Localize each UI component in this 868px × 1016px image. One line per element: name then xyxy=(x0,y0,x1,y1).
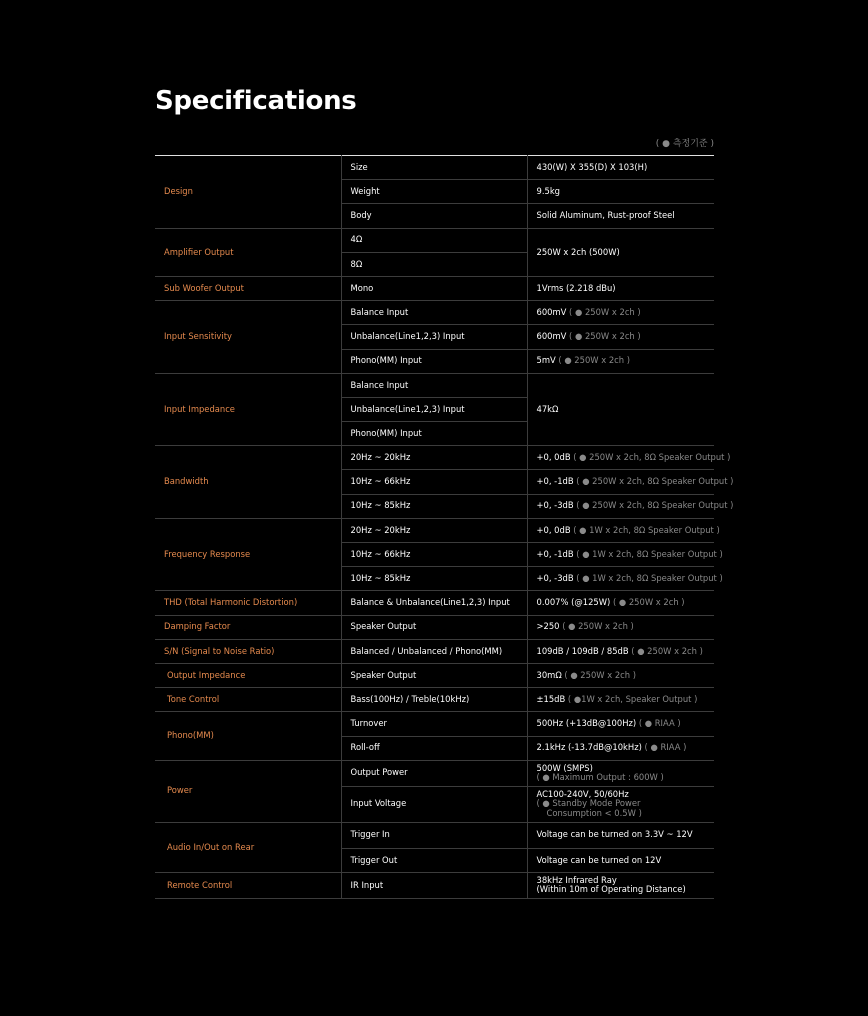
spec-label: Turnover xyxy=(341,712,527,736)
spec-value xyxy=(527,567,723,591)
spec-value: Voltage can be turned on 12V xyxy=(527,848,714,872)
category-tone-control: Tone Control xyxy=(155,688,341,712)
category-input-impedance: Input Impedance xyxy=(155,373,341,446)
spec-value xyxy=(527,494,734,518)
table-row xyxy=(155,760,714,786)
category-bandwidth: Bandwidth xyxy=(155,446,341,519)
table-row xyxy=(155,301,714,325)
value-text: AC100-240V, 50/60Hz xyxy=(536,788,629,799)
table-row xyxy=(155,615,714,639)
value-text: +0, -3dB xyxy=(536,573,574,584)
value-text: 5mV xyxy=(536,355,556,366)
table-row xyxy=(155,276,714,300)
category-design: Design xyxy=(155,156,341,229)
value-text: 2.1kHz (-13.7dB@10kHz) xyxy=(536,742,642,753)
value-text: 500Hz (+13dB@100Hz) xyxy=(536,718,637,729)
spec-label: Phono(MM) Input xyxy=(341,349,527,373)
value-note: ( ● 250W x 2ch ) xyxy=(631,645,703,656)
spec-label: Balanced / Unbalanced / Phono(MM) xyxy=(341,639,527,663)
spec-label: Trigger In xyxy=(341,822,527,848)
spec-label: Weight xyxy=(341,180,527,204)
value-text: 30mΩ xyxy=(536,669,562,680)
measurement-note: ( ● 측정기준 ) xyxy=(655,139,714,149)
category-frequency-response: Frequency Response xyxy=(155,518,341,591)
table-row xyxy=(155,446,714,470)
value-text: 500W (SMPS) xyxy=(536,762,593,773)
spec-label: Speaker Output xyxy=(341,663,527,687)
value-text: ±15dB xyxy=(536,693,566,704)
spec-value xyxy=(527,688,714,712)
value-note: ( ● RIAA ) xyxy=(638,718,681,729)
spec-value xyxy=(527,639,714,663)
value-note: ( ● 250W x 2ch ) xyxy=(612,597,685,608)
value-note: ( ● 250W x 2ch, 8Ω Speaker Output ) xyxy=(576,476,734,487)
page-title: Specifications xyxy=(155,86,357,116)
spec-value: Solid Aluminum, Rust-proof Steel xyxy=(527,204,714,228)
spec-value: 430(W) X 355(D) X 103(H) xyxy=(527,156,714,180)
value-note: ( ● 250W x 2ch ) xyxy=(569,306,641,317)
value-note: ( ● 250W x 2ch ) xyxy=(558,355,631,366)
spec-label: 20Hz ~ 20kHz xyxy=(341,518,527,542)
spec-label: Balance & Unbalance(Line1,2,3) Input xyxy=(341,591,527,615)
spec-value xyxy=(527,712,714,736)
spec-table xyxy=(155,155,734,899)
category-audio-in-out: Audio In/Out on Rear xyxy=(155,822,341,872)
spec-label: Unbalance(Line1,2,3) Input xyxy=(341,397,527,421)
spec-label: Roll-off xyxy=(341,736,527,760)
value-note: ( ● 1W x 2ch, 8Ω Speaker Output ) xyxy=(576,548,723,559)
table-row xyxy=(155,373,714,397)
table-row xyxy=(155,156,714,180)
value-text: 109dB / 109dB / 85dB xyxy=(536,645,629,656)
table-row xyxy=(155,712,714,736)
value-text: +0, 0dB xyxy=(536,452,571,463)
spec-value xyxy=(527,543,723,567)
category-remote-control: Remote Control xyxy=(155,872,341,898)
category-sub-woofer-output: Sub Woofer Output xyxy=(155,276,341,300)
spec-value xyxy=(527,736,714,760)
spec-label: Balance Input xyxy=(341,301,527,325)
spec-value xyxy=(527,591,714,615)
value-text: +0, -3dB xyxy=(536,500,574,511)
spec-label: Balance Input xyxy=(341,373,527,397)
table-row xyxy=(155,518,714,542)
value-note: ( ● 1W x 2ch, 8Ω Speaker Output ) xyxy=(573,524,720,535)
value-text: +0, 0dB xyxy=(536,524,571,535)
value-text: 600mV xyxy=(536,331,567,342)
spec-label: Bass(100Hz) / Treble(10kHz) xyxy=(341,688,527,712)
spec-label: Body xyxy=(341,204,527,228)
table-row xyxy=(155,872,714,898)
spec-label: Trigger Out xyxy=(341,848,527,872)
value-note: ( ● 1W x 2ch, 8Ω Speaker Output ) xyxy=(576,573,723,584)
value-note: ( ● 250W x 2ch ) xyxy=(562,621,634,632)
spec-label: Mono xyxy=(341,276,527,300)
spec-value xyxy=(527,325,714,349)
spec-value xyxy=(527,518,720,542)
spec-value xyxy=(527,663,714,687)
spec-label: 10Hz ~ 85kHz xyxy=(341,567,527,591)
spec-label: Phono(MM) Input xyxy=(341,422,527,446)
spec-label: Unbalance(Line1,2,3) Input xyxy=(341,325,527,349)
spec-value xyxy=(527,615,714,639)
spec-value: 250W x 2ch (500W) xyxy=(527,228,714,276)
category-damping-factor: Damping Factor xyxy=(155,615,341,639)
table-row xyxy=(155,591,714,615)
category-thd: THD (Total Harmonic Distortion) xyxy=(155,591,341,615)
spec-label: Output Power xyxy=(341,760,527,786)
spec-value: 1Vrms (2.218 dBu) xyxy=(527,276,714,300)
spec-value: 47kΩ xyxy=(527,373,714,446)
category-amplifier-output: Amplifier Output xyxy=(155,228,341,276)
table-row xyxy=(155,822,714,848)
table-row xyxy=(155,228,714,252)
spec-value xyxy=(527,301,714,325)
spec-label: 10Hz ~ 66kHz xyxy=(341,470,527,494)
table-row xyxy=(155,663,714,687)
value-note: ( ● 250W x 2ch, 8Ω Speaker Output ) xyxy=(576,500,734,511)
spec-label: 4Ω xyxy=(341,228,527,252)
value-note: ( ●1W x 2ch, Speaker Output ) xyxy=(567,693,698,704)
value-text: 0.007% (@125W) xyxy=(536,597,611,608)
value-text: 38kHz Infrared Ray xyxy=(536,874,617,885)
value-note: Consumption < 0.5W ) xyxy=(546,807,642,818)
spec-label: IR Input xyxy=(341,872,527,898)
table-row xyxy=(155,639,714,663)
value-text: +0, -1dB xyxy=(536,476,574,487)
value-note: ( ● 250W x 2ch ) xyxy=(564,669,637,680)
category-signal-to-noise: S/N (Signal to Noise Ratio) xyxy=(155,639,341,663)
table-row xyxy=(155,688,714,712)
value-note: ( ● 250W x 2ch, 8Ω Speaker Output ) xyxy=(573,452,731,463)
category-input-sensitivity: Input Sensitivity xyxy=(155,301,341,374)
spec-label: 10Hz ~ 66kHz xyxy=(341,543,527,567)
spec-value xyxy=(527,470,734,494)
spec-label: Size xyxy=(341,156,527,180)
spec-value xyxy=(527,872,714,898)
value-text: >250 xyxy=(536,621,560,632)
spec-value xyxy=(527,349,714,373)
spec-value xyxy=(527,446,731,470)
value-text: +0, -1dB xyxy=(536,548,574,559)
value-text: 600mV xyxy=(536,306,567,317)
value-note: ( ● 250W x 2ch ) xyxy=(569,331,641,342)
spec-label: Speaker Output xyxy=(341,615,527,639)
value-note: ( ● Standby Mode Power xyxy=(536,798,641,809)
value-note: ( ● Maximum Output : 600W ) xyxy=(536,772,664,783)
spec-label: Input Voltage xyxy=(341,786,527,822)
spec-value xyxy=(527,786,714,822)
category-phono-mm: Phono(MM) xyxy=(155,712,341,760)
value-note: ( ● RIAA ) xyxy=(644,742,687,753)
spec-label: 20Hz ~ 20kHz xyxy=(341,446,527,470)
value-text: (Within 10m of Operating Distance) xyxy=(536,884,686,895)
category-output-impedance: Output Impedance xyxy=(155,663,341,687)
spec-value xyxy=(527,760,714,786)
spec-value: Voltage can be turned on 3.3V ~ 12V xyxy=(527,822,714,848)
spec-value: 9.5kg xyxy=(527,180,714,204)
spec-label: 10Hz ~ 85kHz xyxy=(341,494,527,518)
spec-label: 8Ω xyxy=(341,252,527,276)
category-power: Power xyxy=(155,760,341,822)
